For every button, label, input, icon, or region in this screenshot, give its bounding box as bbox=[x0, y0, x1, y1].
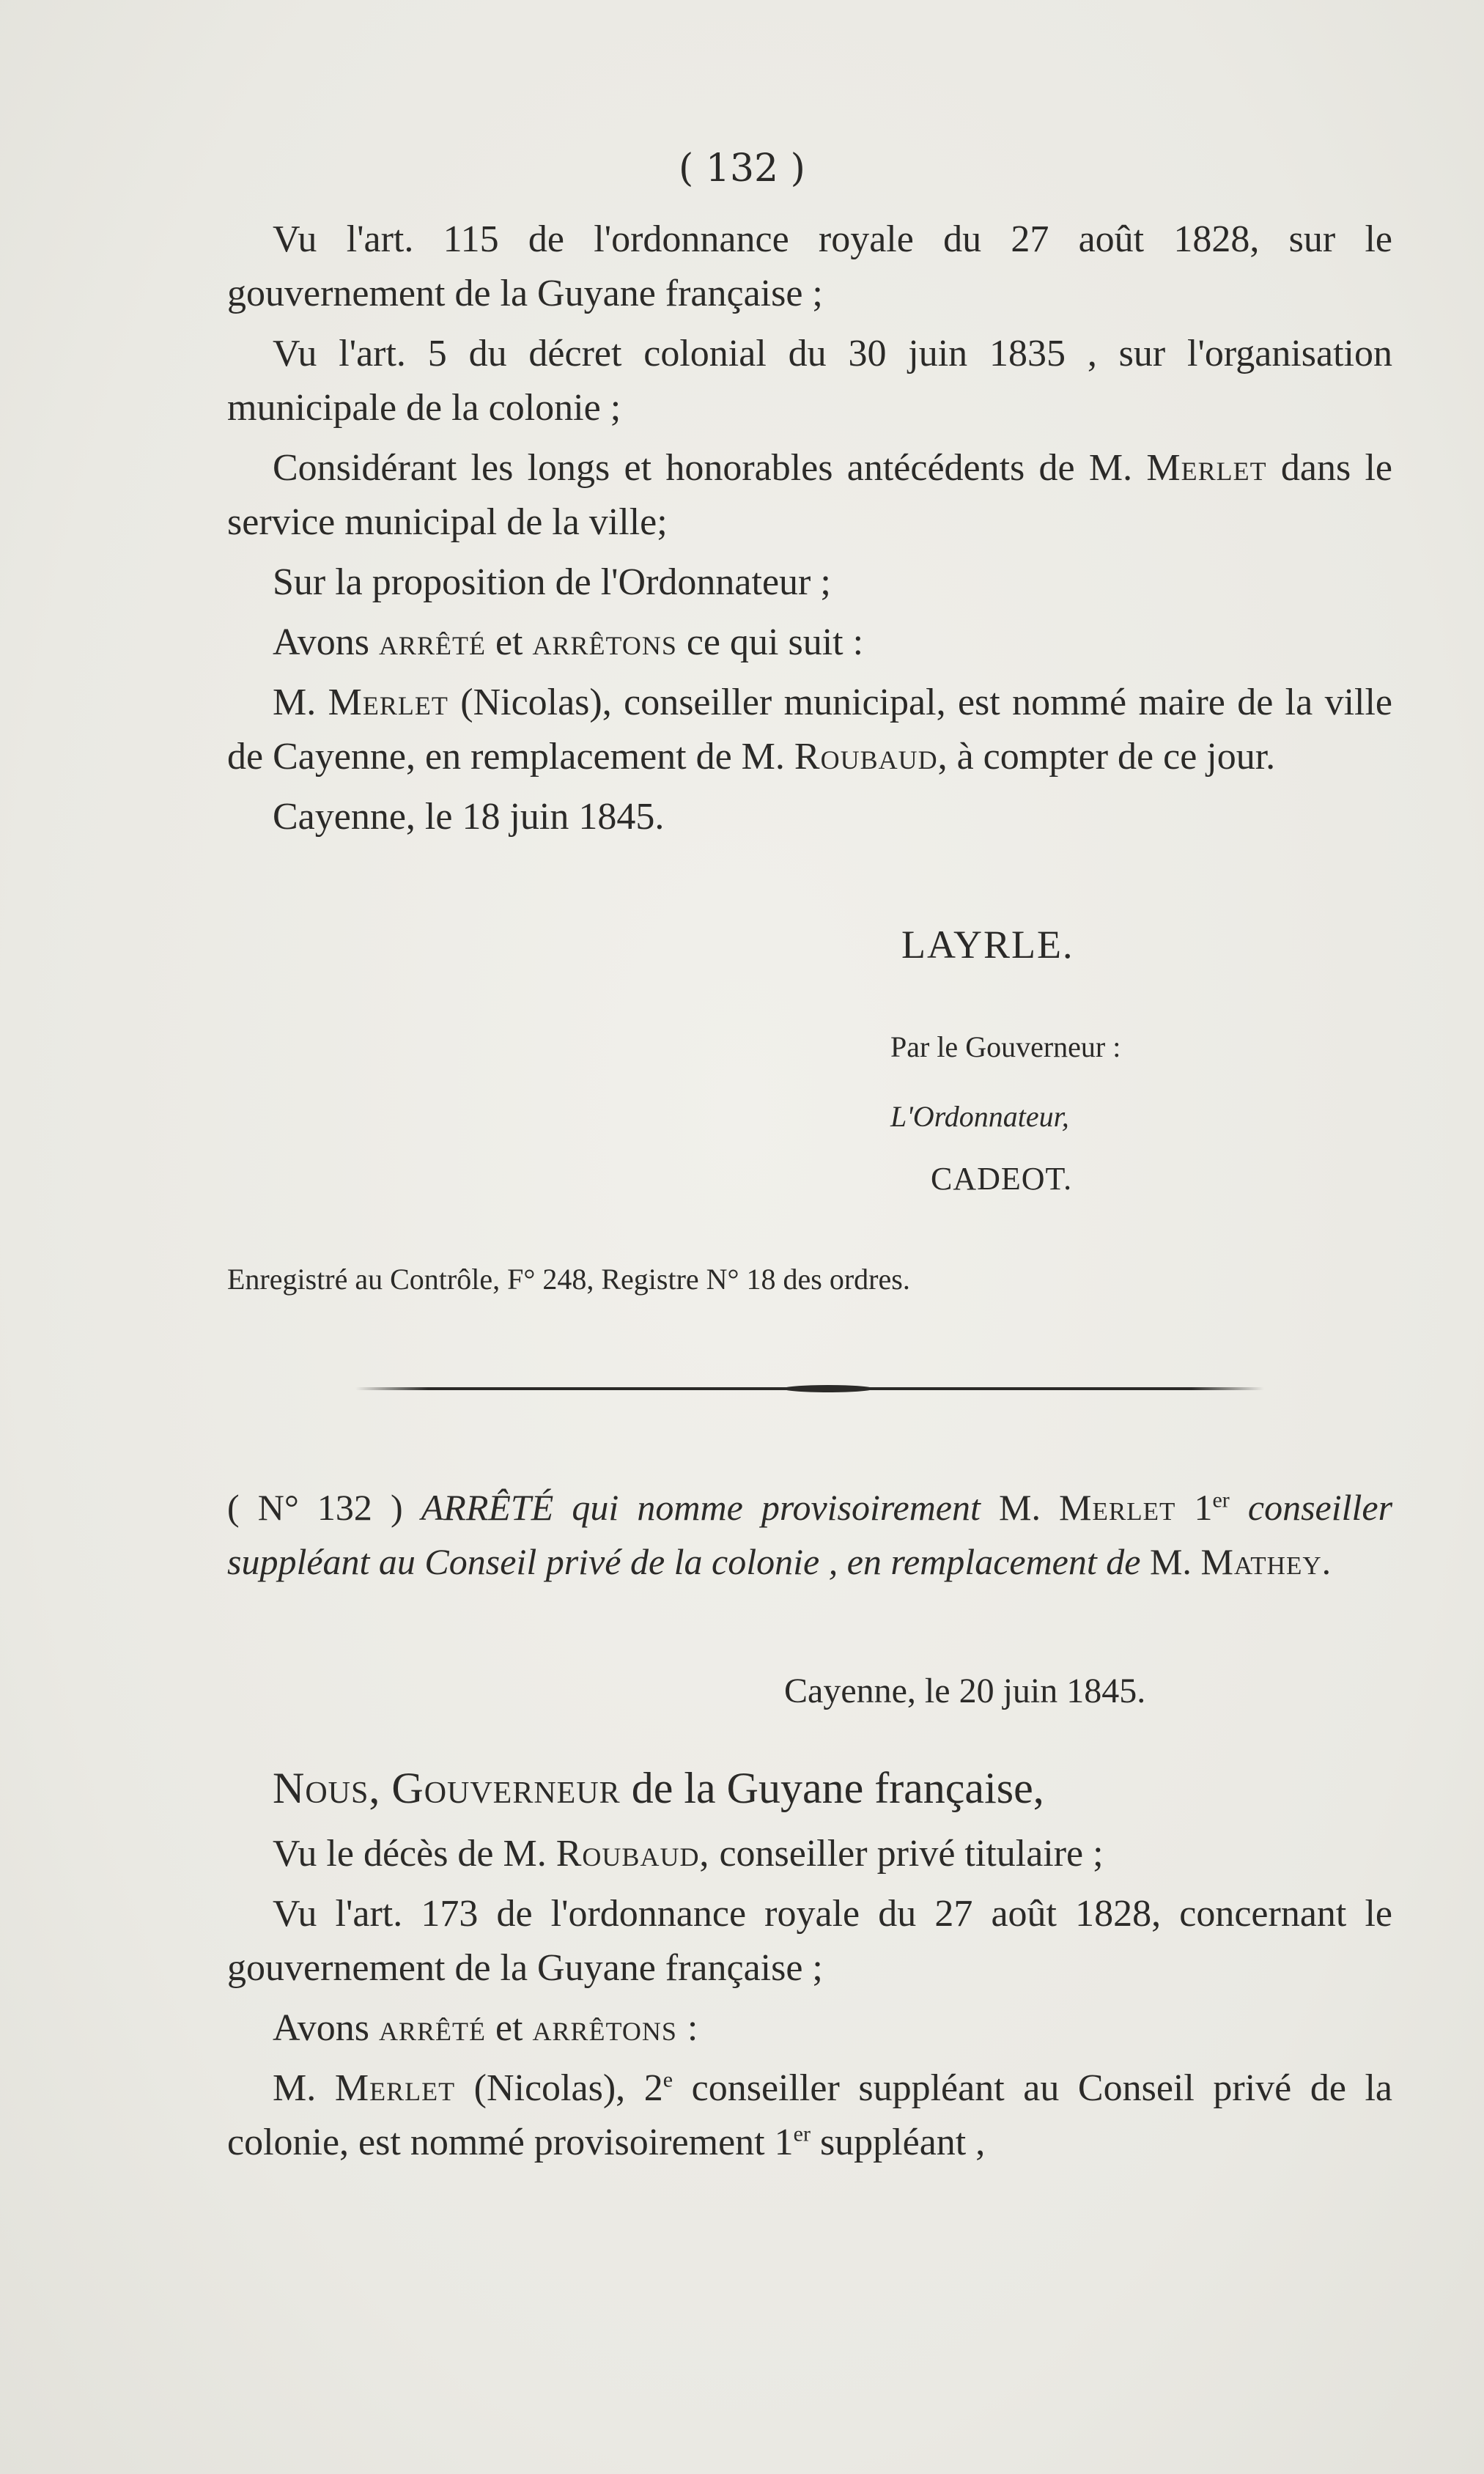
decree-2-para-1 bbox=[227, 1827, 1392, 1881]
text: e bbox=[662, 2067, 673, 2092]
decree-1-para-3 bbox=[227, 441, 1392, 550]
person-name: Merlet bbox=[1059, 1487, 1176, 1528]
decree-2-heading bbox=[227, 1480, 1392, 1595]
text: Avons bbox=[273, 2007, 369, 2049]
decree-2-para-4 bbox=[227, 2061, 1392, 2170]
text: er bbox=[793, 2122, 811, 2146]
text: qui nomme provisoirement bbox=[572, 1487, 981, 1528]
text: et bbox=[495, 2007, 523, 2049]
decree-1-para-2: Vu l'art. 5 du décret colonial du 30 juin 1835 , sur l'organisation municipale de la colonie ; bbox=[227, 333, 1392, 429]
text: 1 bbox=[1194, 1487, 1213, 1528]
text: conseiller suppléant au Conseil privé de la colonie , en remplacement de bbox=[227, 1487, 1393, 1582]
title-arrete: ARRÊTÉ bbox=[421, 1487, 554, 1528]
text: Vu le décès de M. bbox=[273, 1833, 547, 1875]
decree-1-para-6 bbox=[227, 676, 1392, 784]
decree-2-body bbox=[227, 1755, 1392, 2176]
person-name: Merlet bbox=[1146, 447, 1267, 489]
text: arrêté bbox=[378, 621, 486, 663]
text: (Nicolas), conseiller municipal, est nommé maire de la ville de Cayenne, en remplacement de M. bbox=[227, 682, 1393, 778]
text: er bbox=[1212, 1488, 1230, 1513]
nous-gouverneur bbox=[227, 1755, 1392, 1821]
decree-2-date: Cayenne, le 20 juin 1845. bbox=[784, 1672, 1146, 1710]
text: conseiller privé titulaire ; bbox=[719, 1833, 1104, 1875]
text: M. bbox=[273, 2067, 317, 2109]
signature-layrle: LAYRLE. bbox=[901, 923, 1074, 967]
text: M. bbox=[1149, 1541, 1192, 1582]
person-name: Mathey. bbox=[1200, 1541, 1332, 1582]
person-name: Merlet bbox=[328, 682, 448, 723]
person-name: Roubaud bbox=[794, 736, 938, 778]
decree-2-para-3 bbox=[227, 2001, 1392, 2056]
decree-2-para-2: Vu l'art. 173 de l'ordonnance royale du 27 août 1828, concernant le gouvernement de la Guyane française ; bbox=[227, 1893, 1392, 1989]
par-le-gouverneur: Par le Gouverneur : bbox=[890, 1030, 1121, 1063]
text: (Nicolas), 2 bbox=[473, 2067, 663, 2109]
text: M. bbox=[273, 682, 317, 723]
person-name: Roubaud, bbox=[555, 1833, 710, 1875]
signature-cadeot: CADEOT. bbox=[931, 1161, 1073, 1197]
text: Avons bbox=[273, 621, 369, 663]
decree-1-body bbox=[227, 213, 1392, 850]
text: conseiller suppléant au Conseil privé de la colonie, est nommé provisoirement 1 bbox=[227, 2067, 1393, 2163]
text: suppléant , bbox=[819, 2122, 986, 2163]
decree-1-para-4: Sur la proposition de l'Ordonnateur ; bbox=[273, 561, 831, 603]
text: Gouverneur bbox=[391, 1764, 621, 1812]
text: Considérant les longs et honorables antécédents de M. bbox=[273, 447, 1133, 489]
decree-number: ( N° 132 ) bbox=[227, 1487, 403, 1528]
person-name: Merlet bbox=[334, 2067, 456, 2109]
text: ce qui suit : bbox=[686, 621, 864, 663]
text: de la Guyane française, bbox=[631, 1764, 1044, 1812]
text: arrêtons : bbox=[532, 2007, 699, 2049]
ordonnateur-title: L'Ordonnateur, bbox=[890, 1100, 1069, 1133]
decree-1-para-1: Vu l'art. 115 de l'ordonnance royale du 27 août 1828, sur le gouvernement de la Guyane française ; bbox=[227, 218, 1392, 314]
text: arrêté bbox=[378, 2007, 486, 2049]
decree-2-title bbox=[227, 1480, 1392, 1589]
page-number: ( 132 ) bbox=[679, 147, 805, 191]
text: dans le service municipal de la ville; bbox=[227, 447, 1392, 543]
text: Nous, bbox=[273, 1764, 381, 1812]
section-divider bbox=[355, 1387, 1264, 1390]
decree-1-date: Cayenne, le 18 juin 1845. bbox=[273, 796, 665, 838]
text: M. bbox=[998, 1487, 1041, 1528]
text: arrêtons bbox=[532, 621, 677, 663]
decree-1-para-5 bbox=[227, 616, 1392, 670]
text: , à compter de ce jour. bbox=[937, 736, 1276, 778]
text: et bbox=[495, 621, 523, 663]
registration-note: Enregistré au Contrôle, F° 248, Registre N° 18 des ordres. bbox=[227, 1263, 910, 1296]
